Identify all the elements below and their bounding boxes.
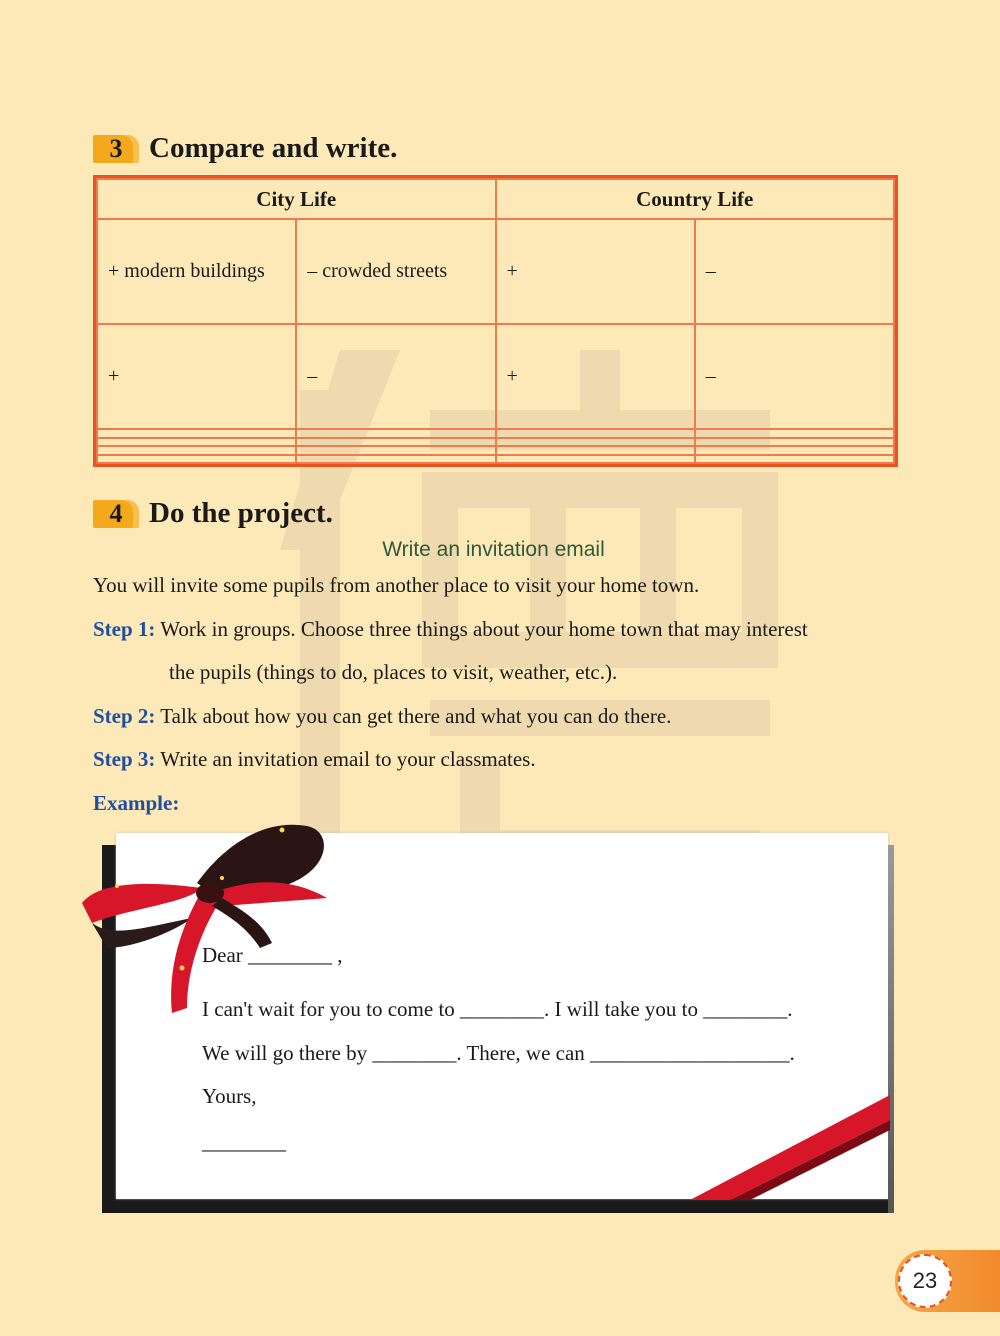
- step-1-continued: the pupils (things to do, places to visit, weather, etc.).: [169, 660, 618, 684]
- letter-line-1: I can't wait for you to come to ________. I will take you to ________.: [202, 997, 793, 1021]
- section-3-number: 3: [93, 135, 139, 163]
- letter-greeting: Dear ________ ,: [202, 943, 343, 967]
- step-3: [93, 747, 536, 772]
- table-cell[interactable]: [695, 438, 894, 446]
- table-cell[interactable]: – crowded streets: [296, 219, 495, 324]
- table-row: [97, 324, 894, 429]
- table-cell[interactable]: –: [695, 324, 894, 429]
- step-1-label: Step 1:: [93, 617, 156, 641]
- step-3-label: Step 3:: [93, 747, 156, 771]
- section-3-heading: [93, 132, 397, 165]
- table-cell[interactable]: [296, 446, 495, 454]
- table-cell[interactable]: +: [97, 324, 296, 429]
- ribbon-bow-icon: [72, 808, 362, 1023]
- table-cell[interactable]: [496, 438, 695, 446]
- header-country-life: Country Life: [496, 179, 895, 219]
- ribbon-strip-icon: [690, 1090, 890, 1200]
- table-row: [97, 446, 894, 454]
- table-row: [97, 438, 894, 446]
- project-intro: You will invite some pupils from another place to visit your home town.: [93, 573, 700, 597]
- step-2-label: Step 2:: [93, 704, 156, 728]
- table-cell[interactable]: +: [496, 324, 695, 429]
- table-row: [97, 455, 894, 463]
- project-subtitle: Write an invitation email: [382, 538, 605, 561]
- table-cell[interactable]: [296, 455, 495, 463]
- table-cell[interactable]: [695, 429, 894, 437]
- section-3-title: Compare and write.: [149, 132, 398, 164]
- table-cell[interactable]: [97, 455, 296, 463]
- table-cell[interactable]: [97, 438, 296, 446]
- table-cell[interactable]: [296, 438, 495, 446]
- table-row: [97, 219, 894, 324]
- letter-line-2: We will go there by ________. There, we can ___________________.: [202, 1041, 795, 1065]
- table-cell[interactable]: –: [695, 219, 894, 324]
- example-label: Example:: [93, 791, 180, 815]
- step-2-text: Talk about how you can get there and what you can do there.: [160, 704, 672, 728]
- step-2: [93, 704, 671, 729]
- section-4-number: 4: [93, 500, 139, 528]
- page-number: 23: [898, 1254, 952, 1308]
- table-cell[interactable]: [296, 429, 495, 437]
- compare-table: [93, 175, 898, 467]
- table-cell[interactable]: [496, 429, 695, 437]
- table-cell[interactable]: [695, 446, 894, 454]
- section-4-heading: [93, 497, 333, 530]
- step-1-text: Work in groups. Choose three things about your home town that may interest: [160, 617, 808, 641]
- table-cell[interactable]: [695, 455, 894, 463]
- table-cell[interactable]: [97, 446, 296, 454]
- letter-closing: Yours,: [202, 1084, 257, 1108]
- section-4-title: Do the project.: [149, 497, 333, 529]
- table-row: [97, 429, 894, 437]
- table-cell[interactable]: [97, 429, 296, 437]
- step-3-text: Write an invitation email to your classmates.: [160, 747, 536, 771]
- table-cell[interactable]: + modern buildings: [97, 219, 296, 324]
- step-1: [93, 617, 808, 642]
- table-cell[interactable]: –: [296, 324, 495, 429]
- table-cell[interactable]: [496, 455, 695, 463]
- table-cell[interactable]: +: [496, 219, 695, 324]
- table-cell[interactable]: [496, 446, 695, 454]
- letter-signature: ________: [202, 1130, 286, 1154]
- header-city-life: City Life: [97, 179, 496, 219]
